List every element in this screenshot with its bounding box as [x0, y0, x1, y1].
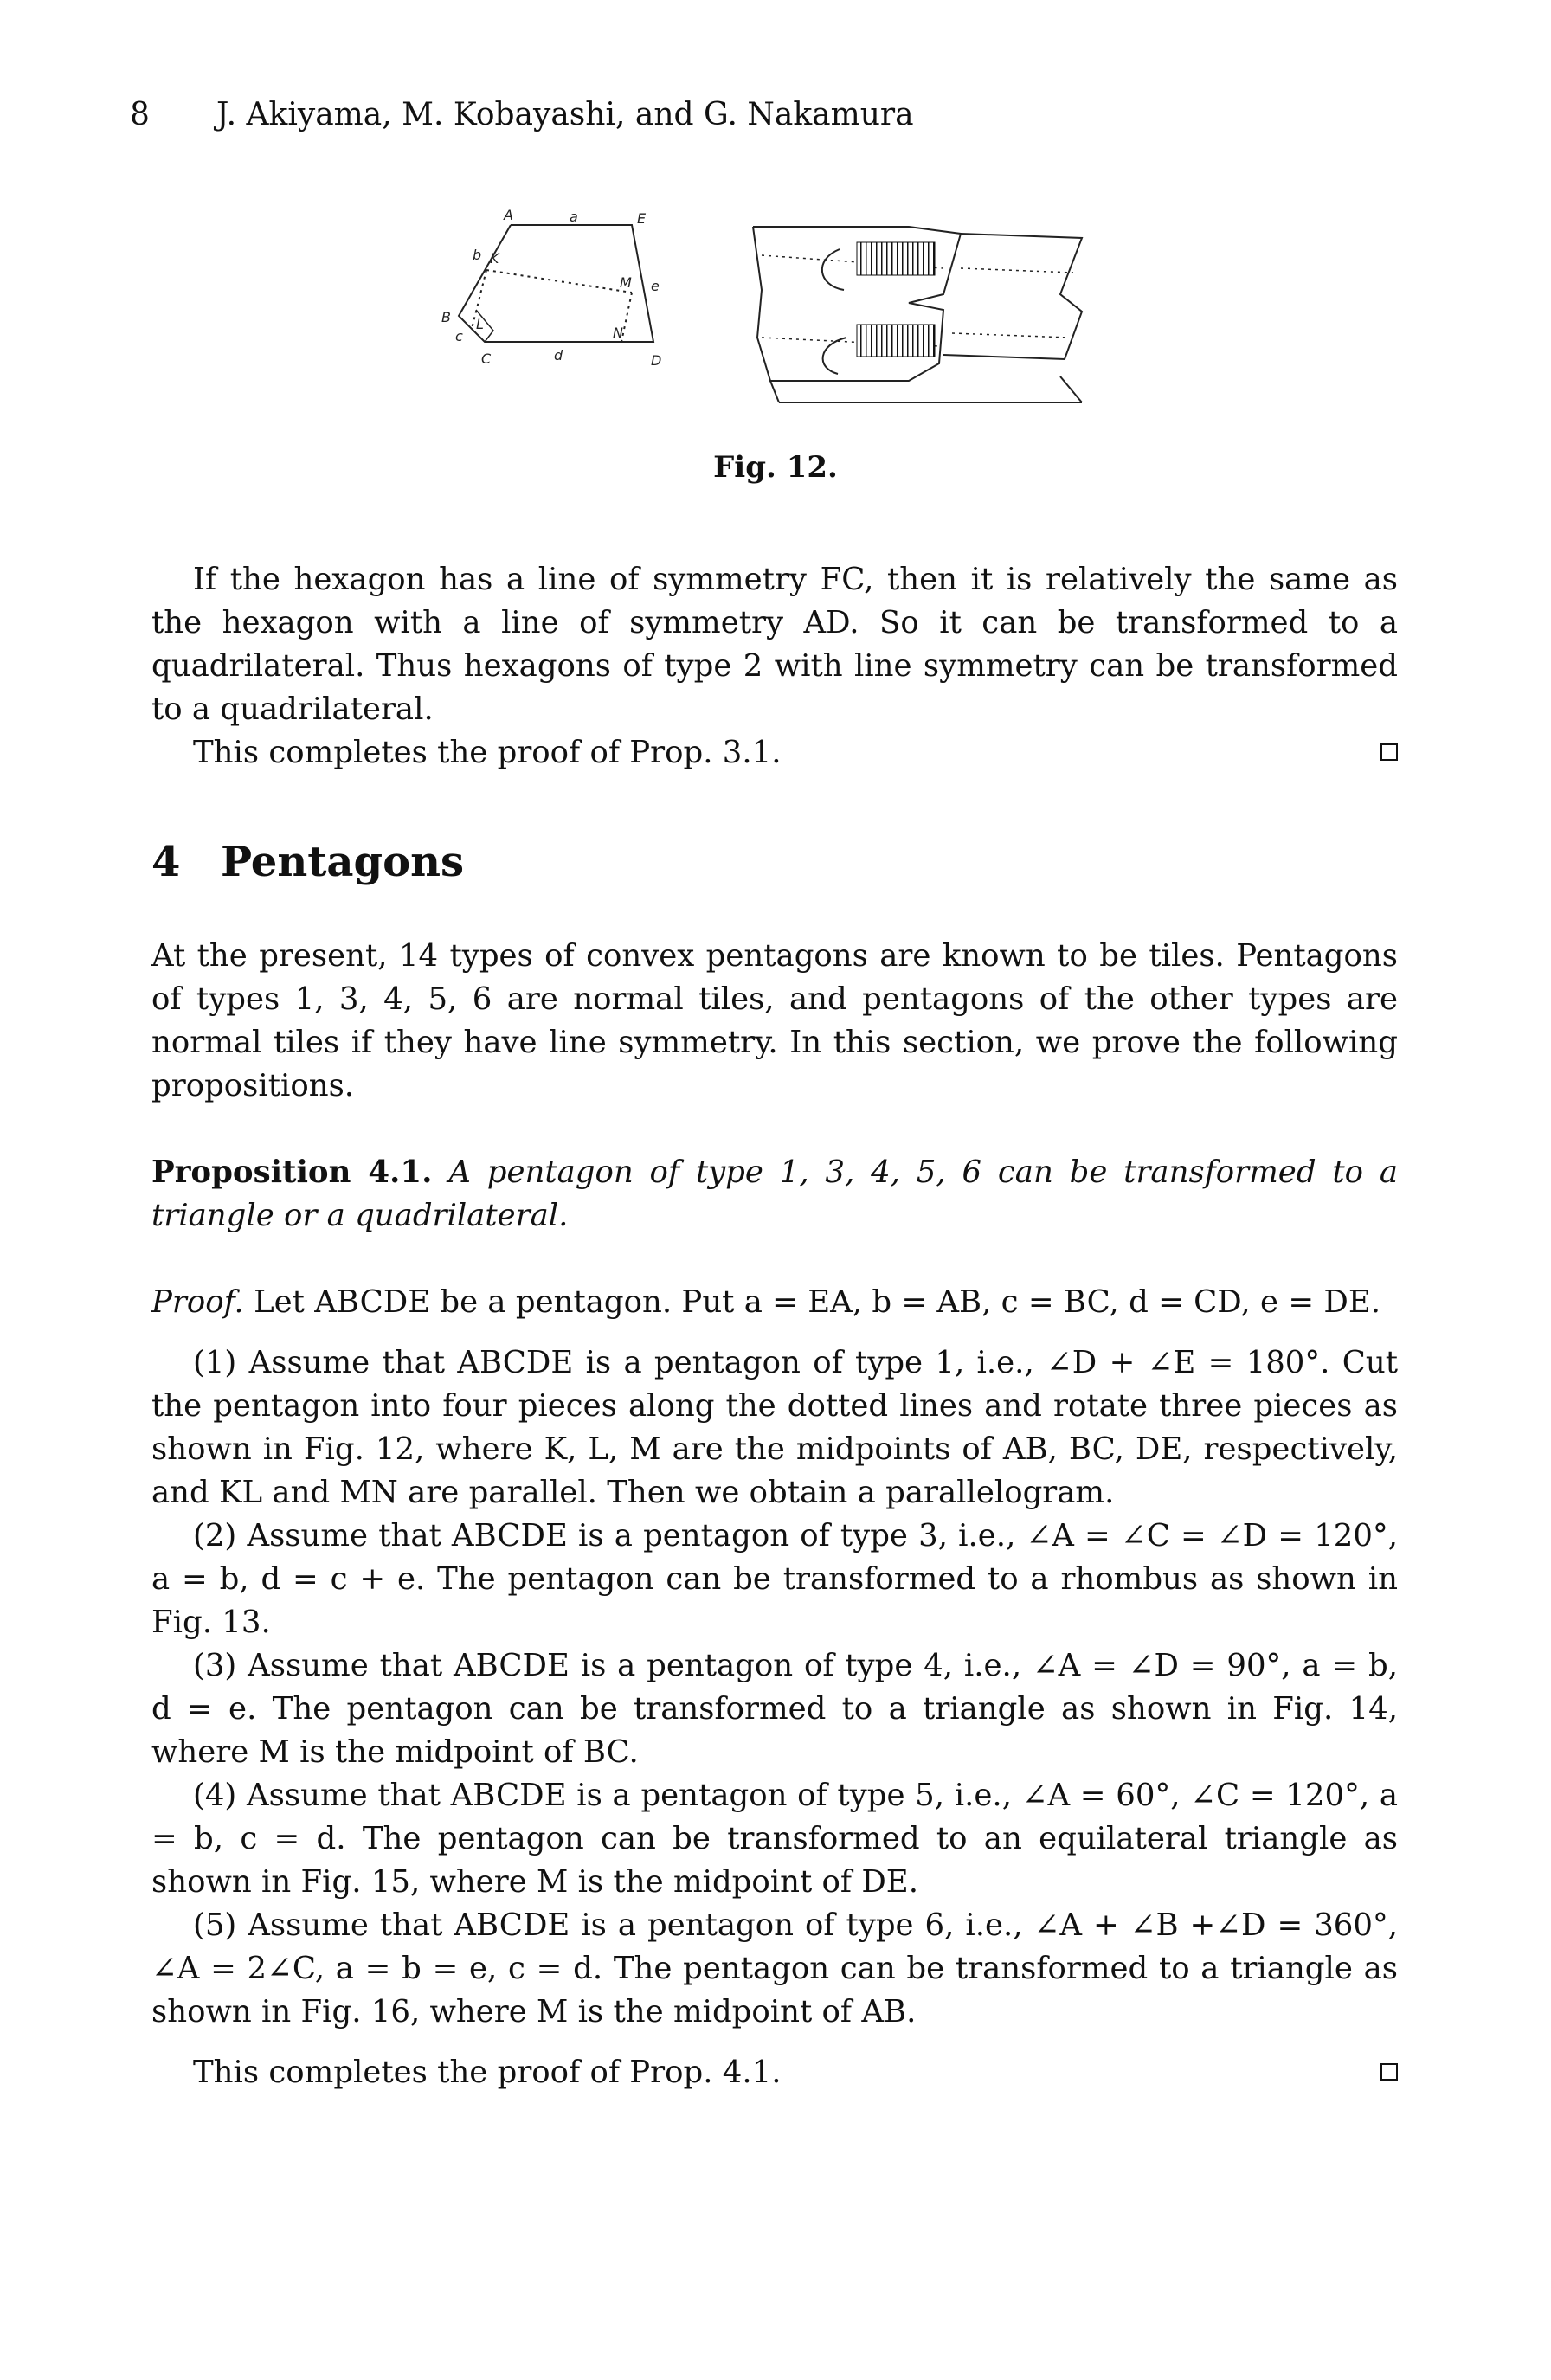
label-D: D: [651, 352, 662, 369]
prop-4-1-closing: [151, 2051, 1398, 2094]
hexagon-paragraph: If the hexagon has a line of symmetry FC, then it is relatively the same as the hexagon with a line of symmetry AD. So it can be transformed to a quadrilateral. Thus hexagons of type 2 with line symmetry can be transformed to a quadrilateral.: [151, 562, 1398, 727]
figure-caption: Fig. 12.: [713, 450, 838, 485]
label-b: b: [473, 247, 482, 263]
label-M: M: [620, 274, 632, 291]
cut-line-km: [486, 270, 632, 293]
hatched-piece-top: [857, 242, 935, 275]
prop-4-1-closing-text: This completes the proof of Prop. 4.1.: [193, 2055, 782, 2090]
hatched-piece-bottom: [857, 325, 935, 357]
qed-square-icon: [1380, 743, 1398, 761]
section-body: [151, 935, 1398, 2094]
section-title: Pentagons: [221, 838, 465, 886]
proof-item-1: (1) Assume that ABCDE is a pentagon of type 1, i.e., ∠D + ∠E = 180°. Cut the pentagon into four pieces along the dotted lines and rotate three pieces as shown in Fig. 12, where K, L, M are the midpoints of AB, BC, DE, respectively, and KL and MN are parallel. Then we obtain a parallelogram.: [151, 1345, 1398, 1510]
label-B: B: [441, 309, 451, 325]
bottom-left-edge: [770, 381, 779, 402]
label-C: C: [481, 351, 492, 367]
label-N: N: [613, 325, 623, 341]
right-edge: [1060, 376, 1082, 402]
prop-3-1-closing-text: This completes the proof of Prop. 3.1.: [193, 735, 782, 770]
label-a: a: [570, 209, 578, 225]
prop-3-1-closing: [151, 731, 1398, 775]
label-L: L: [476, 316, 484, 332]
intro-paragraph: At the present, 14 types of convex pentagons are known to be tiles. Pentagons of types 1, 3, 4, 5, 6 are normal tiles, and pentagons of the other types are normal tiles if they have line symmetry. In this section, we prove the following propositions.: [151, 938, 1398, 1103]
proof-label: Proof.: [151, 1284, 244, 1320]
label-E: E: [637, 210, 647, 227]
qed-square-icon: [1380, 2063, 1398, 2081]
label-e: e: [651, 278, 660, 294]
label-c: c: [455, 328, 463, 344]
running-title: J. Akiyama, M. Kobayashi, and G. Nakamura: [216, 97, 914, 132]
proof-lead: [151, 1281, 1398, 1324]
section-number: 4: [151, 838, 181, 886]
proof-item-5: (5) Assume that ABCDE is a pentagon of type 6, i.e., ∠A + ∠B +∠D = 360°, ∠A = 2∠C, a = b = e, c = d. The pentagon can be transformed to a triangle as shown in Fig. 16, where M is the midpoint of AB.: [151, 1907, 1398, 2029]
outer-right-piece: [943, 234, 1082, 359]
figure-12: [424, 208, 1108, 424]
label-K: K: [490, 250, 499, 267]
label-d: d: [554, 347, 563, 363]
section-heading: [151, 838, 464, 886]
rotation-arc-1: [822, 249, 844, 290]
hexagon-paragraphs: [151, 558, 1398, 775]
running-header: [130, 97, 914, 132]
page-number: 8: [130, 97, 150, 132]
label-A: A: [504, 208, 513, 223]
dotted-3: [961, 268, 1073, 273]
proposition-label: Proposition 4.1.: [151, 1155, 433, 1190]
proof-lead-text: Let ABCDE be a pentagon. Put a = EA, b = AB, c = BC, d = CD, e = DE.: [254, 1284, 1381, 1320]
proposition-4-1: [151, 1151, 1398, 1238]
proof-item-4: (4) Assume that ABCDE is a pentagon of type 5, i.e., ∠A = 60°, ∠C = 120°, a = b, c = d. The pentagon can be transformed to an equilateral triangle as shown in Fig. 15, where M is the midpoint of DE.: [151, 1778, 1398, 1900]
rotation-arc-2: [823, 338, 846, 374]
dotted-4: [952, 333, 1069, 338]
proposition-text: A pentagon of type 1, 3, 4, 5, 6 can be transformed to a triangle or a quadrilateral.: [151, 1155, 1398, 1233]
proof-item-3: (3) Assume that ABCDE is a pentagon of type 4, i.e., ∠A = ∠D = 90°, a = b, d = e. The pentagon can be transformed to a triangle as shown in Fig. 14, where M is the midpoint of BC.: [151, 1648, 1398, 1770]
proof-item-2: (2) Assume that ABCDE is a pentagon of type 3, i.e., ∠A = ∠C = ∠D = 120°, a = b, d = c + e. The pentagon can be transformed to a rhombus as shown in Fig. 13.: [151, 1518, 1398, 1640]
